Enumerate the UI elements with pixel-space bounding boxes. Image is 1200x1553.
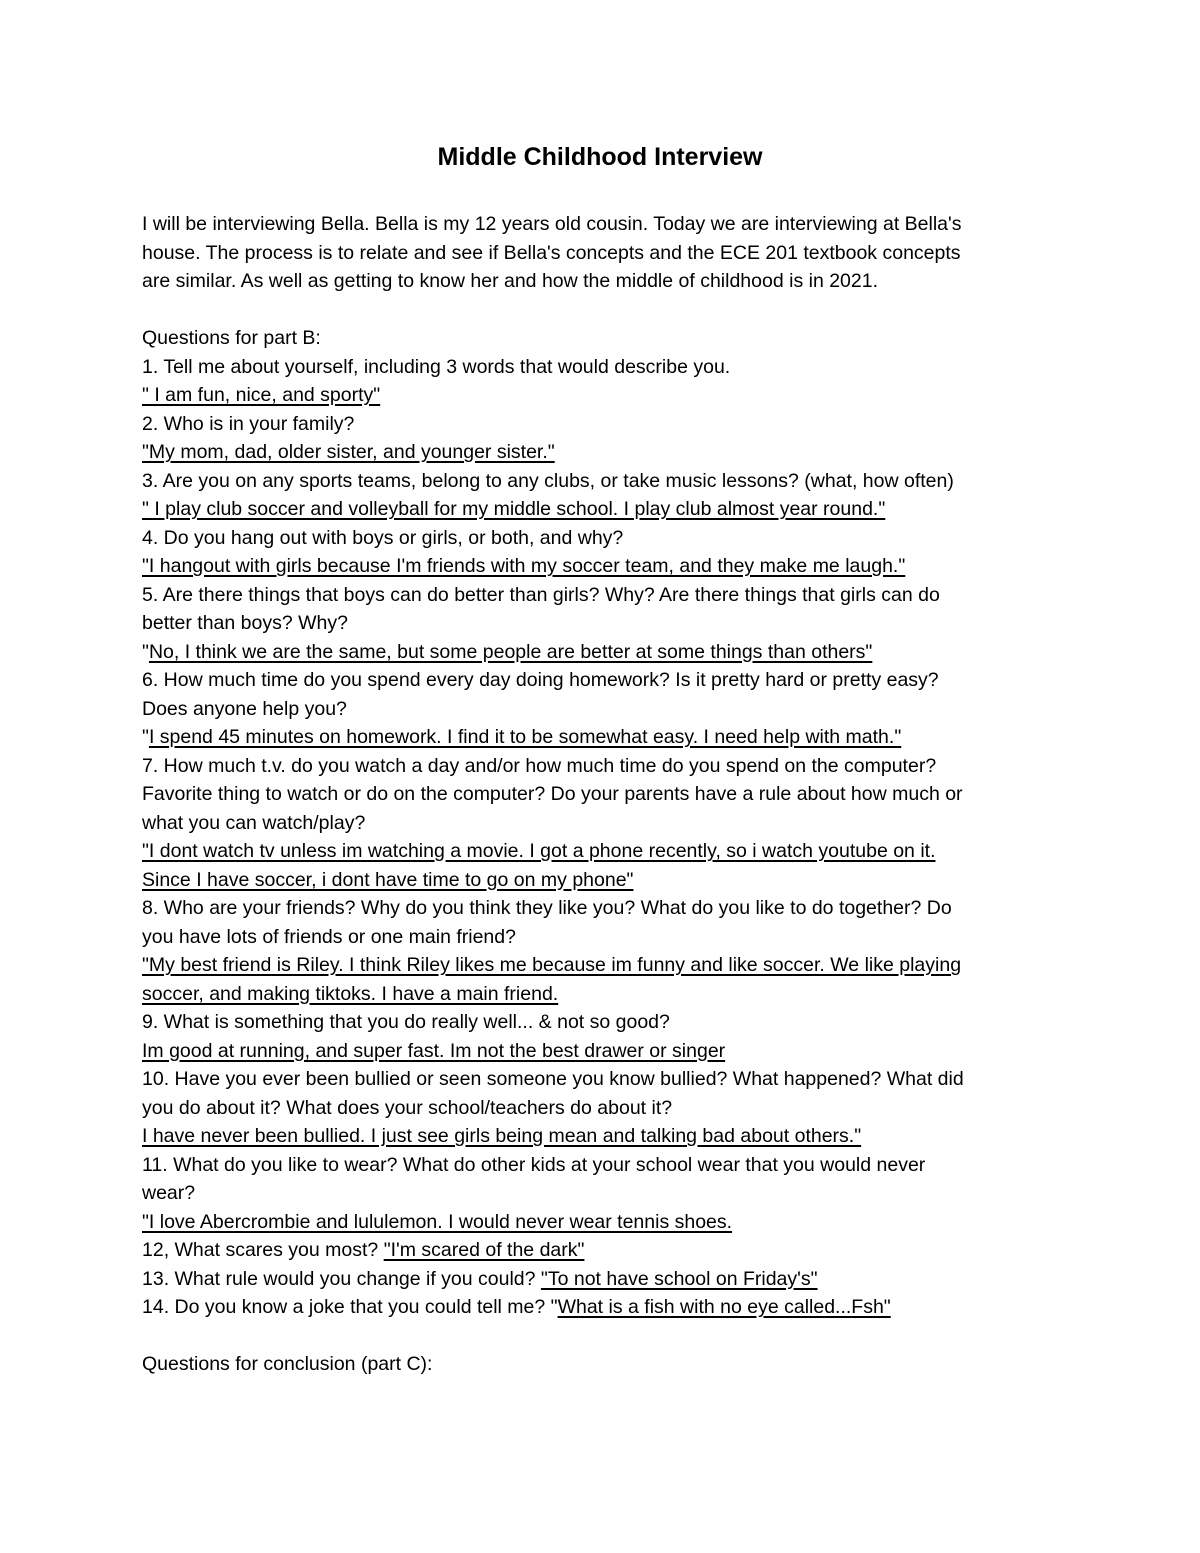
answer-8-text: "My best friend is Riley. I think Riley likes me because im funny and like soccer. We like playing: [142, 954, 962, 976]
page-title: Middle Childhood Interview: [437, 143, 763, 171]
answer-7-text: Since I have soccer, i dont have time to go on my phone": [142, 868, 634, 891]
question-10-line: 10. Have you ever been bullied or seen someone you know bullied? What happened? What did: [142, 1068, 964, 1090]
answer-7-text: "I dont watch tv unless im watching a movie. I got a phone recently, so i watch youtube on it.: [142, 840, 936, 862]
answer-6-quote: ": [142, 726, 149, 748]
answer-4: [142, 552, 1062, 581]
question-8-line: you have lots of friends or one main friend?: [142, 925, 516, 948]
question-1: 1. Tell me about yourself, including 3 words that would describe you.: [142, 355, 731, 378]
answer-7-line: [142, 866, 1062, 895]
answer-9-text: Im good at running, and super fast. Im not the best drawer or singer: [142, 1039, 726, 1062]
answer-5: [142, 638, 1062, 667]
answer-8-text: soccer, and making tiktoks. I have a main friend.: [142, 982, 559, 1005]
question-13-text: 13. What rule would you change if you could?: [142, 1267, 541, 1290]
document-body: [142, 210, 1062, 1379]
question-5-line: better than boys? Why?: [142, 612, 348, 634]
question-2: 2. Who is in your family?: [142, 412, 355, 435]
answer-14-text: What is a fish with no eye called...Fsh": [557, 1296, 891, 1318]
question-3: 3. Are you on any sports teams, belong to any clubs, or take music lessons? (what, how often): [142, 469, 954, 492]
question-12: [142, 1236, 1062, 1265]
question-7-line: Favorite thing to watch or do on the computer? Do your parents have a rule about how much or: [142, 783, 963, 805]
answer-6: [142, 723, 1062, 752]
answer-1: [142, 381, 1062, 410]
part-c-heading: Questions for conclusion (part C):: [142, 1353, 433, 1375]
answer-8-line: [142, 980, 1062, 1009]
intro-line: I will be interviewing Bella. Bella is my 12 years old cousin. Today we are interviewing at Bella's: [142, 213, 962, 235]
answer-11-text: "I love Abercrombie and lululemon. I would never wear tennis shoes.: [142, 1210, 733, 1233]
answer-12-text: "I'm scared of the dark": [383, 1239, 585, 1261]
part-b-heading: Questions for part B:: [142, 327, 321, 349]
answer-3: [142, 495, 1062, 524]
answer-5-text: No, I think we are the same, but some people are better at some things than others": [148, 640, 873, 663]
question-7-line: what you can watch/play?: [142, 811, 366, 834]
intro-line: are similar. As well as getting to know her and how the middle of childhood is in 2021.: [142, 270, 879, 292]
answer-2-text: "My mom, dad, older sister, and younger sister.": [142, 441, 555, 463]
answer-7-line: [142, 837, 1062, 866]
question-13: [142, 1265, 1062, 1294]
question-6-line: Does anyone help you?: [142, 697, 347, 720]
question-11-line: wear?: [142, 1182, 196, 1204]
question-14: [142, 1293, 1062, 1322]
answer-1-text: " I am fun, nice, and sporty": [142, 384, 381, 406]
answer-5-quote: ": [142, 640, 149, 663]
answer-3-text: " I play club soccer and volleyball for my middle school. I play club almost year round.": [142, 498, 886, 520]
answer-10-text: I have never been bullied. I just see girls being mean and talking bad about others.": [142, 1125, 862, 1147]
answer-4-text: "I hangout with girls because I'm friends with my soccer team, and they make me laugh.": [142, 555, 906, 577]
question-9: 9. What is something that you do really well... & not so good?: [142, 1011, 670, 1033]
question-6-line: 6. How much time do you spend every day doing homework? Is it pretty hard or pretty easy?: [142, 669, 939, 691]
answer-9: [142, 1037, 1062, 1066]
question-7-line: 7. How much t.v. do you watch a day and/or how much time do you spend on the computer?: [142, 754, 937, 777]
question-14-text: 14. Do you know a joke that you could tell me? ": [142, 1296, 558, 1318]
question-11-line: 11. What do you like to wear? What do other kids at your school wear that you would never: [142, 1153, 926, 1176]
paragraph-spacer: [142, 296, 1062, 325]
question-8-line: 8. Who are your friends? Why do you think they like you? What do you like to do together? Do: [142, 897, 952, 919]
answer-2: [142, 438, 1062, 467]
question-10-line: you do about it? What does your school/teachers do about it?: [142, 1096, 673, 1119]
answer-11: [142, 1208, 1062, 1237]
answer-10: [142, 1122, 1062, 1151]
question-12-text: 12, What scares you most?: [142, 1239, 384, 1261]
answer-13-text: "To not have school on Friday's": [540, 1267, 818, 1290]
question-5-line: 5. Are there things that boys can do better than girls? Why? Are there things that girls can do: [142, 583, 940, 606]
question-4: 4. Do you hang out with boys or girls, or both, and why?: [142, 526, 624, 549]
answer-6-text: I spend 45 minutes on homework. I find it to be somewhat easy. I need help with math.": [148, 726, 902, 748]
intro-line: house. The process is to relate and see if Bella's concepts and the ECE 201 textbook concepts: [142, 241, 961, 264]
answer-8-line: [142, 951, 1062, 980]
paragraph-spacer: [142, 1322, 1062, 1351]
